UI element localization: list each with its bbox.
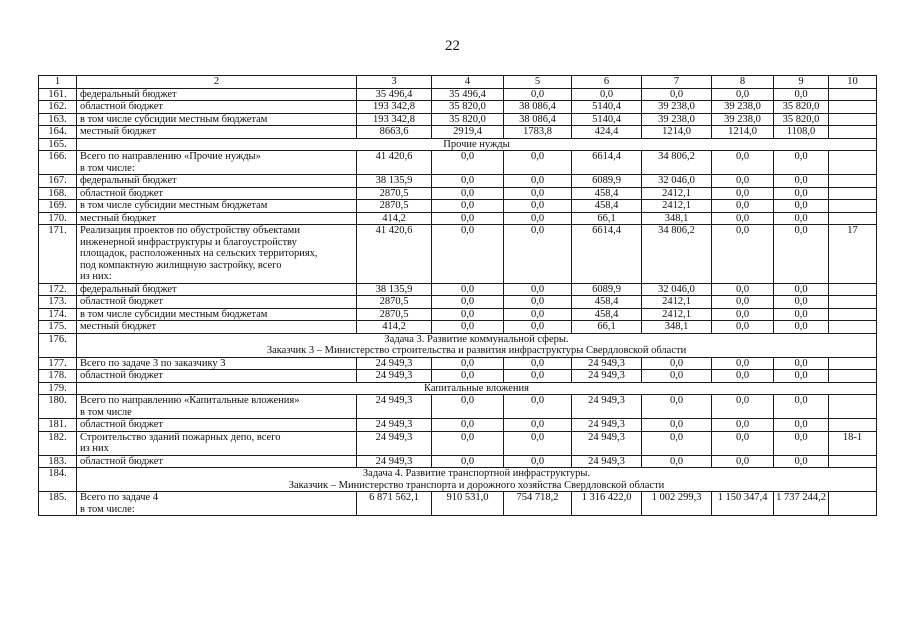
row-label: местный бюджет bbox=[77, 126, 357, 139]
value-cell: 39 238,0 bbox=[712, 113, 774, 126]
value-cell: 0,0 bbox=[504, 431, 572, 455]
row-number: 176. bbox=[39, 333, 77, 357]
reference-cell bbox=[829, 370, 877, 383]
value-cell: 0,0 bbox=[642, 88, 712, 101]
value-cell: 6089,9 bbox=[572, 283, 642, 296]
value-cell: 0,0 bbox=[774, 431, 829, 455]
value-cell: 35 820,0 bbox=[432, 113, 504, 126]
row-number: 171. bbox=[39, 225, 77, 284]
value-cell: 35 820,0 bbox=[774, 101, 829, 114]
value-cell: 0,0 bbox=[774, 455, 829, 468]
header-cell: 4 bbox=[432, 76, 504, 89]
section-row bbox=[39, 382, 877, 395]
table-row bbox=[39, 455, 877, 468]
row-label: в том числе субсидии местным бюджетам bbox=[77, 113, 357, 126]
reference-cell bbox=[829, 126, 877, 139]
value-cell: 8663,6 bbox=[357, 126, 432, 139]
value-cell: 458,4 bbox=[572, 308, 642, 321]
value-cell: 39 238,0 bbox=[712, 101, 774, 114]
value-cell: 0,0 bbox=[432, 370, 504, 383]
value-cell: 5140,4 bbox=[572, 113, 642, 126]
header-cell: 3 bbox=[357, 76, 432, 89]
value-cell: 1214,0 bbox=[712, 126, 774, 139]
value-cell: 24 949,3 bbox=[357, 431, 432, 455]
table-row bbox=[39, 212, 877, 225]
value-cell: 24 949,3 bbox=[572, 357, 642, 370]
value-cell: 2870,5 bbox=[357, 187, 432, 200]
value-cell: 38 086,4 bbox=[504, 113, 572, 126]
value-cell: 0,0 bbox=[504, 187, 572, 200]
value-cell: 0,0 bbox=[432, 395, 504, 419]
value-cell: 0,0 bbox=[432, 357, 504, 370]
value-cell: 1214,0 bbox=[642, 126, 712, 139]
table-row bbox=[39, 200, 877, 213]
section-row bbox=[39, 333, 877, 357]
header-cell: 6 bbox=[572, 76, 642, 89]
value-cell: 0,0 bbox=[774, 308, 829, 321]
value-cell: 0,0 bbox=[712, 175, 774, 188]
value-cell: 38 086,4 bbox=[504, 101, 572, 114]
row-number: 166. bbox=[39, 151, 77, 175]
row-number: 178. bbox=[39, 370, 77, 383]
reference-cell bbox=[829, 187, 877, 200]
value-cell: 0,0 bbox=[432, 175, 504, 188]
value-cell: 66,1 bbox=[572, 321, 642, 334]
value-cell: 0,0 bbox=[504, 88, 572, 101]
value-cell: 458,4 bbox=[572, 200, 642, 213]
row-number: 168. bbox=[39, 187, 77, 200]
row-number: 184. bbox=[39, 468, 77, 492]
reference-cell bbox=[829, 175, 877, 188]
value-cell: 0,0 bbox=[642, 370, 712, 383]
row-label: областной бюджет bbox=[77, 187, 357, 200]
value-cell: 39 238,0 bbox=[642, 101, 712, 114]
value-cell: 0,0 bbox=[774, 212, 829, 225]
value-cell: 2870,5 bbox=[357, 308, 432, 321]
row-label: в том числе субсидии местным бюджетам bbox=[77, 308, 357, 321]
value-cell: 24 949,3 bbox=[357, 370, 432, 383]
row-label: областной бюджет bbox=[77, 455, 357, 468]
value-cell: 0,0 bbox=[712, 419, 774, 432]
value-cell: 6 871 562,1 bbox=[357, 492, 432, 516]
row-number: 183. bbox=[39, 455, 77, 468]
reference-cell bbox=[829, 212, 877, 225]
reference-cell bbox=[829, 296, 877, 309]
value-cell: 0,0 bbox=[432, 308, 504, 321]
value-cell: 1 316 422,0 bbox=[572, 492, 642, 516]
value-cell: 0,0 bbox=[774, 88, 829, 101]
value-cell: 2870,5 bbox=[357, 200, 432, 213]
value-cell: 0,0 bbox=[432, 225, 504, 284]
value-cell: 1 737 244,2 bbox=[774, 492, 829, 516]
value-cell: 0,0 bbox=[432, 431, 504, 455]
table-row bbox=[39, 88, 877, 101]
value-cell: 39 238,0 bbox=[642, 113, 712, 126]
value-cell: 0,0 bbox=[432, 187, 504, 200]
row-label: федеральный бюджет bbox=[77, 175, 357, 188]
value-cell: 0,0 bbox=[712, 187, 774, 200]
value-cell: 414,2 bbox=[357, 321, 432, 334]
value-cell: 0,0 bbox=[504, 357, 572, 370]
table-row bbox=[39, 370, 877, 383]
row-number: 182. bbox=[39, 431, 77, 455]
reference-cell bbox=[829, 321, 877, 334]
reference-cell: 17 bbox=[829, 225, 877, 284]
row-number: 180. bbox=[39, 395, 77, 419]
row-number: 161. bbox=[39, 88, 77, 101]
table-row bbox=[39, 113, 877, 126]
value-cell: 0,0 bbox=[774, 200, 829, 213]
reference-cell bbox=[829, 113, 877, 126]
reference-cell bbox=[829, 151, 877, 175]
value-cell: 34 806,2 bbox=[642, 151, 712, 175]
table-row bbox=[39, 175, 877, 188]
value-cell: 0,0 bbox=[774, 357, 829, 370]
value-cell: 0,0 bbox=[432, 296, 504, 309]
value-cell: 24 949,3 bbox=[572, 419, 642, 432]
table-row bbox=[39, 225, 877, 284]
value-cell: 24 949,3 bbox=[357, 419, 432, 432]
value-cell: 0,0 bbox=[712, 357, 774, 370]
header-cell: 8 bbox=[712, 76, 774, 89]
value-cell: 2412,1 bbox=[642, 296, 712, 309]
value-cell: 1783,8 bbox=[504, 126, 572, 139]
value-cell: 754 718,2 bbox=[504, 492, 572, 516]
value-cell: 0,0 bbox=[774, 395, 829, 419]
value-cell: 424,4 bbox=[572, 126, 642, 139]
value-cell: 0,0 bbox=[712, 283, 774, 296]
reference-cell bbox=[829, 88, 877, 101]
value-cell: 0,0 bbox=[642, 395, 712, 419]
row-number: 165. bbox=[39, 138, 77, 151]
table-row bbox=[39, 151, 877, 175]
value-cell: 6614,4 bbox=[572, 225, 642, 284]
value-cell: 0,0 bbox=[774, 187, 829, 200]
header-cell: 2 bbox=[77, 76, 357, 89]
value-cell: 0,0 bbox=[712, 455, 774, 468]
value-cell: 0,0 bbox=[504, 151, 572, 175]
value-cell: 0,0 bbox=[712, 200, 774, 213]
row-label: Всего по задаче 3 по заказчику 3 bbox=[77, 357, 357, 370]
value-cell: 0,0 bbox=[504, 455, 572, 468]
value-cell: 0,0 bbox=[432, 283, 504, 296]
row-number: 179. bbox=[39, 382, 77, 395]
row-number: 164. bbox=[39, 126, 77, 139]
table-row bbox=[39, 308, 877, 321]
row-number: 177. bbox=[39, 357, 77, 370]
row-label: федеральный бюджет bbox=[77, 283, 357, 296]
value-cell: 0,0 bbox=[432, 200, 504, 213]
value-cell: 0,0 bbox=[712, 308, 774, 321]
value-cell: 24 949,3 bbox=[572, 395, 642, 419]
value-cell: 193 342,8 bbox=[357, 101, 432, 114]
value-cell: 0,0 bbox=[774, 370, 829, 383]
reference-cell bbox=[829, 308, 877, 321]
row-number: 170. bbox=[39, 212, 77, 225]
value-cell: 6089,9 bbox=[572, 175, 642, 188]
value-cell: 35 820,0 bbox=[774, 113, 829, 126]
value-cell: 0,0 bbox=[774, 283, 829, 296]
table-row bbox=[39, 321, 877, 334]
value-cell: 0,0 bbox=[432, 321, 504, 334]
value-cell: 34 806,2 bbox=[642, 225, 712, 284]
value-cell: 0,0 bbox=[504, 370, 572, 383]
value-cell: 0,0 bbox=[504, 308, 572, 321]
value-cell: 1108,0 bbox=[774, 126, 829, 139]
value-cell: 0,0 bbox=[642, 431, 712, 455]
value-cell: 348,1 bbox=[642, 212, 712, 225]
value-cell: 35 496,4 bbox=[357, 88, 432, 101]
value-cell: 1 150 347,4 bbox=[712, 492, 774, 516]
row-label: областной бюджет bbox=[77, 419, 357, 432]
row-label: федеральный бюджет bbox=[77, 88, 357, 101]
page-number: 22 bbox=[445, 38, 460, 54]
reference-cell bbox=[829, 357, 877, 370]
value-cell: 0,0 bbox=[774, 419, 829, 432]
value-cell: 0,0 bbox=[712, 225, 774, 284]
reference-cell bbox=[829, 492, 877, 516]
value-cell: 414,2 bbox=[357, 212, 432, 225]
reference-cell bbox=[829, 455, 877, 468]
value-cell: 0,0 bbox=[642, 455, 712, 468]
value-cell: 32 046,0 bbox=[642, 175, 712, 188]
value-cell: 0,0 bbox=[774, 321, 829, 334]
section-title: Задача 4. Развитие транспортной инфраструктуры. Заказчик – Министерство транспорта и дорожного хозяйства Свердловской области bbox=[77, 468, 877, 492]
reference-cell bbox=[829, 101, 877, 114]
value-cell: 0,0 bbox=[712, 151, 774, 175]
header-cell: 10 bbox=[829, 76, 877, 89]
row-number: 175. bbox=[39, 321, 77, 334]
value-cell: 24 949,3 bbox=[357, 455, 432, 468]
value-cell: 24 949,3 bbox=[357, 395, 432, 419]
value-cell: 5140,4 bbox=[572, 101, 642, 114]
value-cell: 0,0 bbox=[774, 151, 829, 175]
table-row bbox=[39, 296, 877, 309]
header-row bbox=[39, 76, 877, 89]
table-row bbox=[39, 357, 877, 370]
value-cell: 38 135,9 bbox=[357, 283, 432, 296]
value-cell: 0,0 bbox=[504, 395, 572, 419]
value-cell: 910 531,0 bbox=[432, 492, 504, 516]
budget-table bbox=[38, 75, 877, 516]
section-title: Задача 3. Развитие коммунальной сферы. Заказчик 3 – Министерство строительства и развития инфраструктуры Свердловской области bbox=[77, 333, 877, 357]
value-cell: 2919,4 bbox=[432, 126, 504, 139]
reference-cell bbox=[829, 395, 877, 419]
row-number: 185. bbox=[39, 492, 77, 516]
value-cell: 6614,4 bbox=[572, 151, 642, 175]
value-cell: 0,0 bbox=[504, 212, 572, 225]
value-cell: 0,0 bbox=[432, 419, 504, 432]
section-title: Капитальные вложения bbox=[77, 382, 877, 395]
value-cell: 24 949,3 bbox=[572, 455, 642, 468]
row-label: в том числе субсидии местным бюджетам bbox=[77, 200, 357, 213]
row-number: 172. bbox=[39, 283, 77, 296]
value-cell: 41 420,6 bbox=[357, 225, 432, 284]
value-cell: 0,0 bbox=[774, 175, 829, 188]
value-cell: 35 496,4 bbox=[432, 88, 504, 101]
row-number: 181. bbox=[39, 419, 77, 432]
row-label: Всего по направлению «Прочие нужды» в том числе: bbox=[77, 151, 357, 175]
table-row bbox=[39, 395, 877, 419]
header-cell: 1 bbox=[39, 76, 77, 89]
value-cell: 0,0 bbox=[712, 395, 774, 419]
value-cell: 0,0 bbox=[504, 296, 572, 309]
table-row bbox=[39, 492, 877, 516]
reference-cell bbox=[829, 283, 877, 296]
value-cell: 193 342,8 bbox=[357, 113, 432, 126]
header-cell: 5 bbox=[504, 76, 572, 89]
value-cell: 0,0 bbox=[432, 212, 504, 225]
row-label: областной бюджет bbox=[77, 101, 357, 114]
row-label: Всего по направлению «Капитальные вложения» в том числе bbox=[77, 395, 357, 419]
value-cell: 0,0 bbox=[504, 321, 572, 334]
value-cell: 24 949,3 bbox=[572, 431, 642, 455]
value-cell: 0,0 bbox=[774, 296, 829, 309]
section-row bbox=[39, 138, 877, 151]
value-cell: 348,1 bbox=[642, 321, 712, 334]
value-cell: 0,0 bbox=[774, 225, 829, 284]
reference-cell bbox=[829, 419, 877, 432]
value-cell: 0,0 bbox=[712, 431, 774, 455]
value-cell: 66,1 bbox=[572, 212, 642, 225]
value-cell: 1 002 299,3 bbox=[642, 492, 712, 516]
value-cell: 458,4 bbox=[572, 296, 642, 309]
table-row bbox=[39, 126, 877, 139]
value-cell: 0,0 bbox=[504, 200, 572, 213]
value-cell: 0,0 bbox=[504, 419, 572, 432]
row-label: областной бюджет bbox=[77, 296, 357, 309]
value-cell: 2870,5 bbox=[357, 296, 432, 309]
row-number: 174. bbox=[39, 308, 77, 321]
reference-cell bbox=[829, 200, 877, 213]
value-cell: 0,0 bbox=[432, 455, 504, 468]
value-cell: 2412,1 bbox=[642, 308, 712, 321]
header-cell: 7 bbox=[642, 76, 712, 89]
table-row bbox=[39, 187, 877, 200]
value-cell: 41 420,6 bbox=[357, 151, 432, 175]
table-row bbox=[39, 283, 877, 296]
header-cell: 9 bbox=[774, 76, 829, 89]
row-number: 167. bbox=[39, 175, 77, 188]
value-cell: 0,0 bbox=[712, 370, 774, 383]
value-cell: 0,0 bbox=[504, 283, 572, 296]
value-cell: 0,0 bbox=[504, 225, 572, 284]
value-cell: 0,0 bbox=[432, 151, 504, 175]
value-cell: 24 949,3 bbox=[357, 357, 432, 370]
section-row bbox=[39, 468, 877, 492]
table-row bbox=[39, 419, 877, 432]
value-cell: 38 135,9 bbox=[357, 175, 432, 188]
value-cell: 24 949,3 bbox=[572, 370, 642, 383]
row-label: Всего по задаче 4 в том числе: bbox=[77, 492, 357, 516]
value-cell: 35 820,0 bbox=[432, 101, 504, 114]
row-label: областной бюджет bbox=[77, 370, 357, 383]
table-row bbox=[39, 431, 877, 455]
value-cell: 0,0 bbox=[712, 212, 774, 225]
row-number: 162. bbox=[39, 101, 77, 114]
row-label: местный бюджет bbox=[77, 321, 357, 334]
value-cell: 458,4 bbox=[572, 187, 642, 200]
value-cell: 0,0 bbox=[712, 296, 774, 309]
section-title: Прочие нужды bbox=[77, 138, 877, 151]
value-cell: 0,0 bbox=[642, 357, 712, 370]
row-label: местный бюджет bbox=[77, 212, 357, 225]
value-cell: 0,0 bbox=[572, 88, 642, 101]
value-cell: 32 046,0 bbox=[642, 283, 712, 296]
value-cell: 0,0 bbox=[712, 321, 774, 334]
row-number: 173. bbox=[39, 296, 77, 309]
row-label: Строительство зданий пожарных депо, всего из них bbox=[77, 431, 357, 455]
row-number: 163. bbox=[39, 113, 77, 126]
value-cell: 0,0 bbox=[504, 175, 572, 188]
reference-cell: 18-1 bbox=[829, 431, 877, 455]
value-cell: 0,0 bbox=[712, 88, 774, 101]
row-number: 169. bbox=[39, 200, 77, 213]
value-cell: 2412,1 bbox=[642, 187, 712, 200]
value-cell: 0,0 bbox=[642, 419, 712, 432]
table-row bbox=[39, 101, 877, 114]
row-label: Реализация проектов по обустройству объектами инженерной инфраструктуры и благоустройству площадок, расположенных на сельских территориях, под компактную жилищную застройку, всего из них: bbox=[77, 225, 357, 284]
value-cell: 2412,1 bbox=[642, 200, 712, 213]
